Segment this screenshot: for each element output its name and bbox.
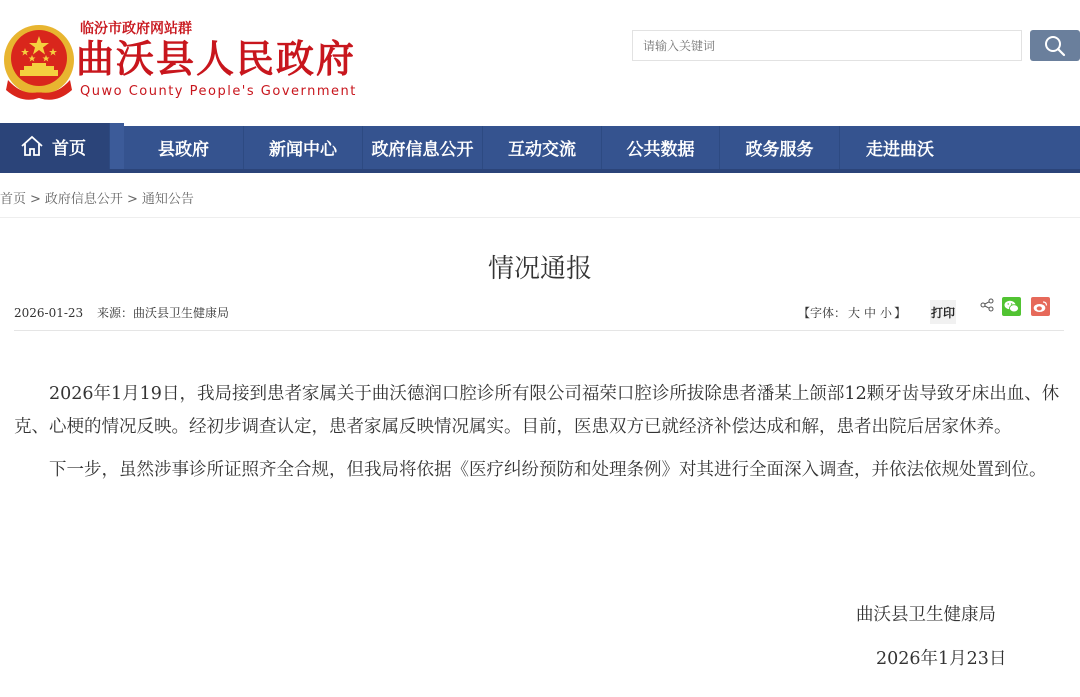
nav-item-interaction[interactable] [483,126,602,169]
nav-item-public-data[interactable] [602,126,720,169]
main-nav [0,126,1080,173]
font-size-suffix: 】 [894,306,907,320]
nav-label: 新闻中心 [269,140,337,160]
search-input[interactable] [632,30,1022,61]
signature-date: 2026年1月23日 [876,649,1007,669]
nav-label: 政务服务 [745,140,814,160]
font-size-large[interactable]: 大 [848,306,861,320]
nav-label: 首页 [52,138,86,159]
publish-date: 2026-01-23 [14,306,84,320]
nav-item-info-disclosure[interactable] [363,126,483,169]
wechat-icon[interactable] [1002,297,1021,316]
font-size-medium[interactable]: 中 [864,306,877,320]
font-size-small[interactable]: 小 [880,306,893,320]
nav-label: 政府信息公开 [371,140,474,160]
nav-item-government-services[interactable] [720,126,840,169]
article-paragraph: 2026年1月19日，我局接到患者家属关于曲沃德润口腔诊所有限公司福荣口腔诊所拔除患者潘某上颌部12颗牙齿导致牙床出血、休克、心梗的情况反映。经初步调查认定，患者家属反映情况属实。目前，医患双方已就经济补偿达成和解，患者出院后居家休养。 [14,384,1060,437]
font-size-controls [798,304,906,321]
article-meta [14,304,229,321]
share-icon[interactable] [980,298,994,312]
font-size-prefix: 【字体： [798,306,847,320]
source-label: 来源： [97,306,134,320]
weibo-icon[interactable] [1031,297,1050,316]
home-icon [20,135,44,157]
article-body [14,378,1074,497]
breadcrumb-separator: > [126,192,138,207]
source-value: 曲沃县卫生健康局 [133,306,230,320]
nav-label: 互动交流 [508,140,576,160]
article-paragraph: 下一步，虽然涉事诊所证照齐全合规，但我局将依据《医疗纠纷预防和处理条例》对其进行全面深入调查，并依法依规处置到位。 [49,460,1047,480]
nav-item-news-center[interactable] [244,126,363,169]
breadcrumb-separator: > [30,192,41,207]
site-header [0,0,1080,124]
site-group-label: 临汾市政府网站群 [80,21,192,37]
breadcrumb-notices[interactable]: 通知公告 [141,192,194,207]
nav-label: 走进曲沃 [866,140,934,160]
article-title: 情况通报 [487,254,592,284]
breadcrumb [0,188,194,207]
breadcrumb-info-disclosure[interactable]: 政府信息公开 [44,192,123,207]
national-emblem-icon [2,24,76,100]
divider [0,217,1080,218]
nav-label: 公共数据 [626,140,695,160]
search-button[interactable] [1030,30,1080,61]
divider [14,330,1064,331]
nav-item-home[interactable] [0,123,110,169]
print-button[interactable]: 打印 [930,300,956,324]
signature-org: 曲沃县卫生健康局 [856,605,996,625]
nav-item-about-quwo[interactable] [840,126,960,169]
nav-separator [110,123,124,169]
nav-item-county-government[interactable] [124,126,244,169]
site-subtitle: Quwo County People's Government [80,84,357,99]
nav-label: 县政府 [158,140,209,160]
breadcrumb-home[interactable]: 首页 [0,192,27,207]
search-icon [1044,35,1066,57]
site-title: 曲沃县人民政府 [76,36,357,81]
